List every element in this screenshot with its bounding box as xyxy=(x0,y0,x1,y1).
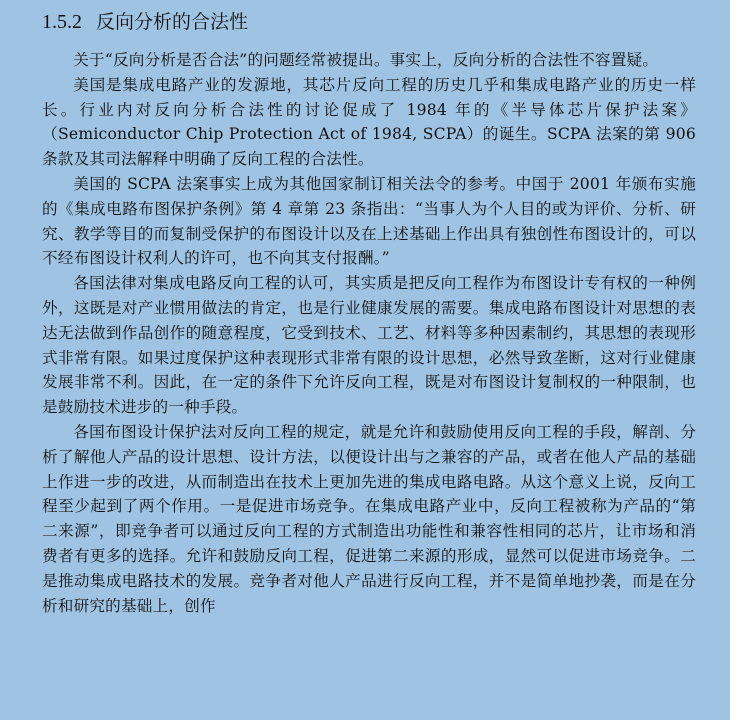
section-heading xyxy=(42,6,696,38)
section-number: 1.5.2 xyxy=(42,11,82,33)
paragraph-legality-question: 关于“反向分析是否合法”的问题经常被提出。事实上，反向分析的合法性不容置疑。 xyxy=(73,51,659,69)
paragraph-two-functions: 各国布图设计保护法对反向工程的规定，就是允许和鼓励使用反向工程的手段，解剖、分析了解他人产品的设计思想、设计方法，以便设计出与之兼容的产品，或者在他人产品的基础上作进一步的改进，从而制造出在技术上更加先进的集成电路电路。从这个意义上说，反向工程至少起到了两个作用。一是促进市场竞争。在集成电路产业中，反向工程被称为产品的“第二来源”，即竞争者可以通过反向工程的方式制造出功能性和兼容性相同的芯片，让市场和消费者有更多的选择。允许和鼓励反向工程，促进第二来源的形成，显然可以促进市场竞争。二是推动集成电路技术的发展。竞争者对他人产品进行反向工程，并不是简单地抄袭，而是在分析和研究的基础上，创作 xyxy=(42,422,696,615)
section-title: 反向分析的合法性 xyxy=(96,11,249,33)
paragraph-exception-rationale: 各国法律对集成电路反向工程的认可，其实质是把反向工程作为布图设计专有权的一种例外，这既是对产业惯用做法的肯定，也是行业健康发展的需要。集成电路布图设计对思想的表达无法做到作品创作的随意程度，它受到技术、工艺、材料等多种因素制约，其思想的表现形式非常有限。如果过度保护这种表现形式非常有限的设计思想，必然导致垄断，这对行业健康发展非常不利。因此，在一定的条件下允许反向工程，既是对布图设计复制权的一种限制，也是鼓励技术进步的一种手段。 xyxy=(42,274,696,417)
paragraph-us-scpa-history: 美国是集成电路产业的发源地，其芯片反向工程的历史几乎和集成电路产业的历史一样长。行业内对反向分析合法性的讨论促成了 1984 年的《半导体芯片保护法案》（Semiconductor Chip Protection Act of 1984, SCPA）的诞生。SCPA 法案的第 906 条款及其司法解释中明确了反向工程的合法性。 xyxy=(42,75,696,169)
paragraph-china-regulation: 美国的 SCPA 法案事实上成为其他国家制订相关法令的参考。中国于 2001 年颁布实施的《集成电路布图保护条例》第 4 章第 23 条指出：“当事人为个人目的或为评价、分析、研究、教学等目的而复制受保护的布图设计以及在上述基础上作出具有独创性布图设计的，可以不经布图设计权利人的许可，也不向其支付报酬。” xyxy=(42,174,696,268)
